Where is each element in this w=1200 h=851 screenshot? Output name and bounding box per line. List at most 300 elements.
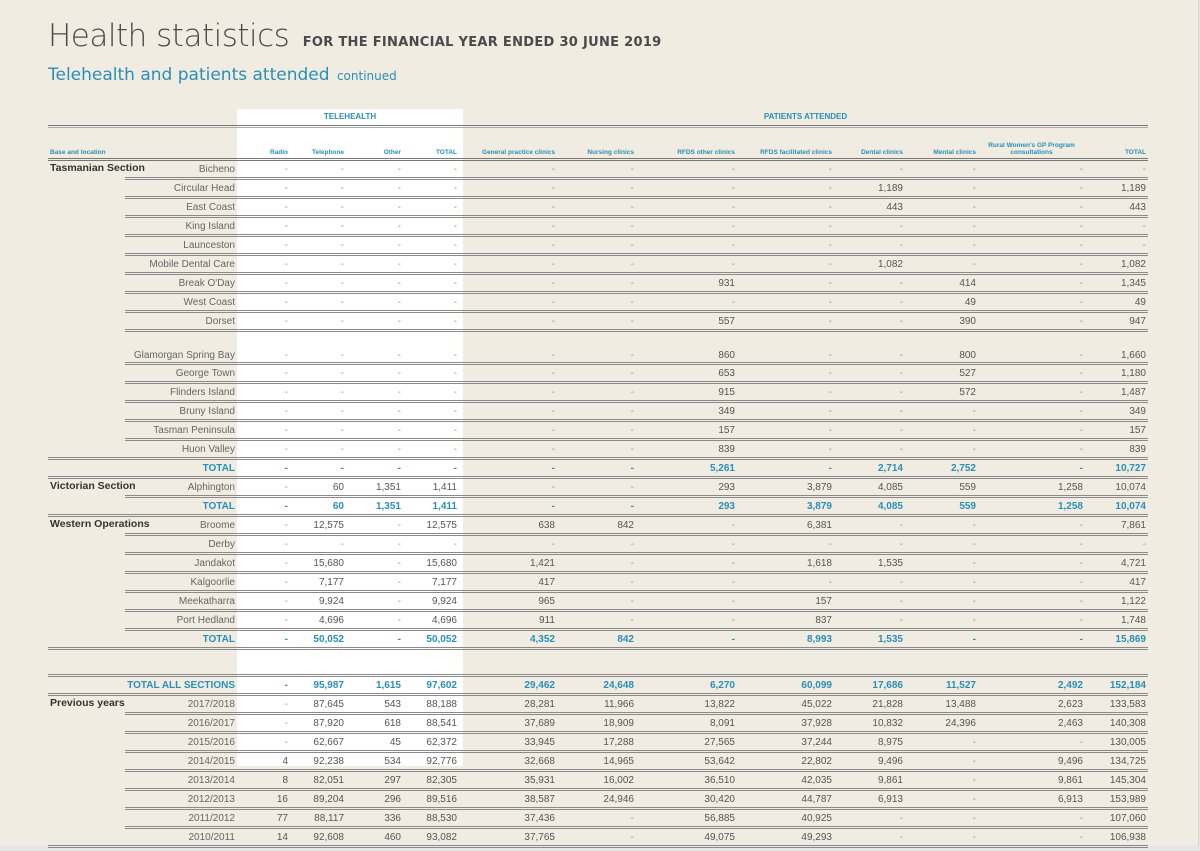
value-cell: 107,060 <box>1085 809 1148 828</box>
grand-total-value-cell: 17,686 <box>834 676 905 695</box>
value-cell: - <box>290 179 346 198</box>
value-cell: 1,660 <box>1085 331 1148 364</box>
table-row <box>48 478 1148 497</box>
value-cell: - <box>737 160 834 179</box>
value-cell: - <box>737 535 834 554</box>
section-label: Tasmanian Section <box>48 160 125 459</box>
value-cell: - <box>1085 217 1148 236</box>
value-cell: 44,787 <box>737 790 834 809</box>
value-cell: 145,304 <box>1085 771 1148 790</box>
value-cell: 460 <box>346 828 403 847</box>
value-cell: 915 <box>636 383 737 402</box>
total-value-cell: 3,879 <box>737 497 834 516</box>
value-cell: - <box>237 516 290 535</box>
value-cell: 800 <box>905 331 978 364</box>
table-row <box>48 364 1148 383</box>
value-cell: - <box>290 217 346 236</box>
value-cell: - <box>557 402 636 421</box>
location-label: Bruny Island <box>125 402 237 421</box>
value-cell: 62,372 <box>403 733 459 752</box>
group-rule <box>48 125 1148 128</box>
value-cell: 13,822 <box>636 695 737 714</box>
value-cell: 93,082 <box>403 828 459 847</box>
value-cell: - <box>557 554 636 573</box>
empty-cell <box>905 649 978 676</box>
value-cell: - <box>403 160 459 179</box>
value-cell: - <box>459 255 557 274</box>
table-row <box>48 274 1148 293</box>
location-label: 2011/2012 <box>125 809 237 828</box>
group-heading-patients-attended: PATIENTS ATTENDED <box>763 112 848 121</box>
value-cell: - <box>978 312 1085 331</box>
value-cell: - <box>346 293 403 312</box>
value-cell: 27,565 <box>636 733 737 752</box>
table-row <box>48 790 1148 809</box>
col-header-telehealth-total: TOTAL <box>403 142 459 160</box>
value-cell: 88,117 <box>290 809 346 828</box>
section-total-row <box>48 459 1148 478</box>
value-cell: - <box>237 217 290 236</box>
location-label: 2010/2011 <box>125 828 237 847</box>
value-cell: - <box>978 592 1085 611</box>
value-cell: - <box>557 331 636 364</box>
value-cell: 62,667 <box>290 733 346 752</box>
value-cell: - <box>636 516 737 535</box>
value-cell: - <box>237 179 290 198</box>
value-cell: - <box>978 809 1085 828</box>
value-cell: - <box>834 535 905 554</box>
total-value-cell: - <box>346 630 403 649</box>
table-row <box>48 331 1148 364</box>
location-label: King Island <box>125 217 237 236</box>
value-cell: 16,002 <box>557 771 636 790</box>
value-cell: - <box>636 255 737 274</box>
value-cell: - <box>636 535 737 554</box>
total-value-cell: 1,535 <box>834 630 905 649</box>
table-row <box>48 383 1148 402</box>
page-title <box>48 18 662 54</box>
section-label: Western Operations <box>48 516 125 649</box>
value-cell: - <box>834 217 905 236</box>
value-cell: 9,924 <box>403 592 459 611</box>
value-cell: 1,421 <box>459 554 557 573</box>
value-cell: - <box>978 160 1085 179</box>
value-cell: 13,488 <box>905 695 978 714</box>
value-cell: - <box>905 752 978 771</box>
value-cell: - <box>905 554 978 573</box>
value-cell: 88,541 <box>403 714 459 733</box>
value-cell: - <box>636 592 737 611</box>
value-cell: 638 <box>459 516 557 535</box>
value-cell: 134,725 <box>1085 752 1148 771</box>
value-cell: 336 <box>346 809 403 828</box>
value-cell: - <box>346 274 403 293</box>
value-cell: - <box>346 198 403 217</box>
value-cell: - <box>978 828 1085 847</box>
empty-cell <box>834 649 905 676</box>
location-label: Kalgoorlie <box>125 573 237 592</box>
value-cell: - <box>290 535 346 554</box>
value-cell: - <box>978 293 1085 312</box>
value-cell: 12,575 <box>403 516 459 535</box>
total-value-cell: 50,052 <box>290 630 346 649</box>
value-cell: 24,396 <box>905 714 978 733</box>
total-value-cell: - <box>459 497 557 516</box>
total-value-cell: - <box>459 459 557 478</box>
value-cell: 32,668 <box>459 752 557 771</box>
location-label: East Coast <box>125 198 237 217</box>
total-label: TOTAL <box>125 630 237 649</box>
value-cell: - <box>237 592 290 611</box>
value-cell: - <box>290 160 346 179</box>
value-cell: 49,075 <box>636 828 737 847</box>
value-cell: 87,645 <box>290 695 346 714</box>
value-cell: 1,345 <box>1085 274 1148 293</box>
col-header-rfds-facilitated: RFDS facilitated clinics <box>737 142 834 160</box>
value-cell: 911 <box>459 611 557 630</box>
value-cell: 37,928 <box>737 714 834 733</box>
location-label: 2015/2016 <box>125 733 237 752</box>
value-cell: 2,463 <box>978 714 1085 733</box>
value-cell: - <box>737 312 834 331</box>
value-cell: 860 <box>636 331 737 364</box>
value-cell: - <box>978 402 1085 421</box>
value-cell: 839 <box>636 440 737 459</box>
empty-cell <box>48 459 125 478</box>
total-value-cell: 842 <box>557 630 636 649</box>
value-cell: - <box>403 383 459 402</box>
table-row <box>48 771 1148 790</box>
value-cell: - <box>290 312 346 331</box>
value-cell: - <box>557 179 636 198</box>
value-cell: - <box>557 293 636 312</box>
value-cell: - <box>557 217 636 236</box>
value-cell: - <box>905 217 978 236</box>
location-label: Port Hedland <box>125 611 237 630</box>
value-cell: 572 <box>905 383 978 402</box>
value-cell: - <box>346 160 403 179</box>
col-header-other: Other <box>346 142 403 160</box>
value-cell: 1,258 <box>978 478 1085 497</box>
value-cell: - <box>346 535 403 554</box>
empty-cell <box>346 649 403 676</box>
value-cell: - <box>557 364 636 383</box>
value-cell: - <box>237 364 290 383</box>
value-cell: - <box>237 573 290 592</box>
value-cell: 45,022 <box>737 695 834 714</box>
value-cell: 56,885 <box>636 809 737 828</box>
value-cell: 557 <box>636 312 737 331</box>
value-cell: - <box>905 611 978 630</box>
value-cell: 559 <box>905 478 978 497</box>
spacer-row <box>48 649 1148 676</box>
value-cell: - <box>346 236 403 255</box>
value-cell: 92,608 <box>290 828 346 847</box>
value-cell: - <box>346 516 403 535</box>
value-cell: - <box>636 179 737 198</box>
value-cell: 9,861 <box>978 771 1085 790</box>
value-cell: - <box>237 611 290 630</box>
value-cell: - <box>237 440 290 459</box>
value-cell: 349 <box>636 402 737 421</box>
table-row <box>48 179 1148 198</box>
value-cell: 37,765 <box>459 828 557 847</box>
value-cell: - <box>978 331 1085 364</box>
value-cell: - <box>237 383 290 402</box>
value-cell: 17,288 <box>557 733 636 752</box>
value-cell: - <box>403 179 459 198</box>
value-cell: - <box>459 198 557 217</box>
subtitle-text: Telehealth and patients attended <box>48 65 330 85</box>
value-cell: - <box>346 217 403 236</box>
value-cell: - <box>834 364 905 383</box>
value-cell: - <box>237 421 290 440</box>
value-cell: 9,496 <box>834 752 905 771</box>
value-cell: 49 <box>905 293 978 312</box>
value-cell: - <box>346 331 403 364</box>
total-value-cell: 4,085 <box>834 497 905 516</box>
value-cell: - <box>834 573 905 592</box>
value-cell: - <box>978 554 1085 573</box>
value-cell: 293 <box>636 478 737 497</box>
value-cell: - <box>737 573 834 592</box>
value-cell: - <box>403 421 459 440</box>
value-cell: - <box>403 236 459 255</box>
value-cell: - <box>834 402 905 421</box>
value-cell: - <box>237 331 290 364</box>
value-cell: - <box>978 516 1085 535</box>
value-cell: - <box>978 440 1085 459</box>
table-row <box>48 611 1148 630</box>
location-label: Glamorgan Spring Bay <box>125 331 237 364</box>
value-cell: - <box>834 293 905 312</box>
location-label: West Coast <box>125 293 237 312</box>
value-cell: - <box>905 440 978 459</box>
total-value-cell: - <box>557 459 636 478</box>
value-cell: - <box>737 179 834 198</box>
value-cell: 10,832 <box>834 714 905 733</box>
value-cell: - <box>346 179 403 198</box>
value-cell: - <box>459 478 557 497</box>
table-row <box>48 592 1148 611</box>
value-cell: - <box>905 160 978 179</box>
table-row <box>48 714 1148 733</box>
value-cell: - <box>237 198 290 217</box>
total-value-cell: - <box>237 630 290 649</box>
empty-cell <box>1085 649 1148 676</box>
total-value-cell: 293 <box>636 497 737 516</box>
value-cell: - <box>905 573 978 592</box>
value-cell: - <box>834 440 905 459</box>
location-label: Flinders Island <box>125 383 237 402</box>
value-cell: 1,411 <box>403 478 459 497</box>
value-cell: - <box>459 179 557 198</box>
value-cell: - <box>237 312 290 331</box>
value-cell: 12,575 <box>290 516 346 535</box>
empty-cell <box>978 649 1085 676</box>
value-cell: 6,913 <box>978 790 1085 809</box>
value-cell: 77 <box>237 809 290 828</box>
value-cell: 157 <box>636 421 737 440</box>
value-cell: - <box>737 421 834 440</box>
value-cell: - <box>737 364 834 383</box>
value-cell: - <box>905 790 978 809</box>
total-label: TOTAL <box>125 459 237 478</box>
value-cell: - <box>978 217 1085 236</box>
location-label: Launceston <box>125 236 237 255</box>
col-header-base-location: Base and location <box>48 142 237 160</box>
value-cell: - <box>737 217 834 236</box>
value-cell: - <box>459 236 557 255</box>
value-cell: 157 <box>737 592 834 611</box>
subtitle-suffix: continued <box>336 69 397 83</box>
value-cell: - <box>459 217 557 236</box>
value-cell: - <box>737 383 834 402</box>
value-cell: - <box>905 771 978 790</box>
value-cell: 443 <box>1085 198 1148 217</box>
value-cell: 1,189 <box>834 179 905 198</box>
table-row <box>48 236 1148 255</box>
value-cell: - <box>290 274 346 293</box>
value-cell: 7,177 <box>403 573 459 592</box>
value-cell: 22,802 <box>737 752 834 771</box>
location-label: 2016/2017 <box>125 714 237 733</box>
location-label: Jandakot <box>125 554 237 573</box>
table-row <box>48 809 1148 828</box>
value-cell: - <box>905 535 978 554</box>
value-cell: 24,946 <box>557 790 636 809</box>
total-value-cell: 1,411 <box>403 497 459 516</box>
value-cell: - <box>557 383 636 402</box>
value-cell: - <box>905 828 978 847</box>
section-label: Previous years <box>48 695 125 847</box>
value-cell: 9,861 <box>834 771 905 790</box>
value-cell: 36,510 <box>636 771 737 790</box>
value-cell: - <box>636 554 737 573</box>
table-row <box>48 421 1148 440</box>
value-cell: - <box>636 198 737 217</box>
value-cell: - <box>834 592 905 611</box>
value-cell: 4,085 <box>834 478 905 497</box>
value-cell: - <box>905 421 978 440</box>
value-cell: - <box>290 293 346 312</box>
value-cell: 1,189 <box>1085 179 1148 198</box>
value-cell: - <box>403 255 459 274</box>
value-cell: - <box>636 160 737 179</box>
total-value-cell: - <box>978 459 1085 478</box>
total-value-cell: - <box>237 459 290 478</box>
table-row <box>48 293 1148 312</box>
value-cell: 30,420 <box>636 790 737 809</box>
value-cell: - <box>737 198 834 217</box>
grand-total-value-cell: 95,987 <box>290 676 346 695</box>
empty-cell <box>557 649 636 676</box>
total-value-cell: 8,993 <box>737 630 834 649</box>
table-row <box>48 535 1148 554</box>
location-label: 2013/2014 <box>125 771 237 790</box>
column-header-row <box>48 142 1148 160</box>
value-cell: - <box>1085 236 1148 255</box>
value-cell: 82,305 <box>403 771 459 790</box>
value-cell: - <box>403 364 459 383</box>
value-cell: 443 <box>834 198 905 217</box>
grand-total-value-cell: 24,648 <box>557 676 636 695</box>
table-body <box>48 160 1148 847</box>
table-row <box>48 573 1148 592</box>
value-cell: - <box>905 809 978 828</box>
value-cell: 4,721 <box>1085 554 1148 573</box>
value-cell: - <box>290 402 346 421</box>
value-cell: - <box>346 364 403 383</box>
col-header-general-practice: General practice clinics <box>459 142 557 160</box>
value-cell: - <box>737 236 834 255</box>
total-value-cell: - <box>737 459 834 478</box>
value-cell: - <box>346 554 403 573</box>
value-cell: 16 <box>237 790 290 809</box>
value-cell: - <box>834 312 905 331</box>
grand-total-value-cell: - <box>237 676 290 695</box>
value-cell: - <box>403 274 459 293</box>
value-cell: - <box>459 160 557 179</box>
location-label: Bicheno <box>125 160 237 179</box>
location-label: Dorset <box>125 312 237 331</box>
value-cell: - <box>737 331 834 364</box>
value-cell: - <box>290 331 346 364</box>
value-cell: 297 <box>346 771 403 790</box>
value-cell: - <box>636 611 737 630</box>
value-cell: 1,082 <box>834 255 905 274</box>
value-cell: - <box>346 611 403 630</box>
value-cell: 106,938 <box>1085 828 1148 847</box>
total-value-cell: 2,714 <box>834 459 905 478</box>
value-cell: 130,005 <box>1085 733 1148 752</box>
grand-total-value-cell: 1,615 <box>346 676 403 695</box>
value-cell: - <box>290 198 346 217</box>
value-cell: - <box>346 383 403 402</box>
value-cell: 417 <box>1085 573 1148 592</box>
value-cell: 28,281 <box>459 695 557 714</box>
total-label: TOTAL <box>125 497 237 516</box>
value-cell: 1,535 <box>834 554 905 573</box>
value-cell: - <box>557 312 636 331</box>
value-cell: 53,642 <box>636 752 737 771</box>
value-cell: 3,879 <box>737 478 834 497</box>
value-cell: - <box>834 331 905 364</box>
location-label: Alphington <box>125 478 237 497</box>
value-cell: - <box>403 331 459 364</box>
value-cell: 1,487 <box>1085 383 1148 402</box>
value-cell: - <box>557 478 636 497</box>
value-cell: 653 <box>636 364 737 383</box>
grand-total-value-cell: 6,270 <box>636 676 737 695</box>
total-value-cell: - <box>557 497 636 516</box>
value-cell: - <box>978 573 1085 592</box>
location-label: 2017/2018 <box>125 695 237 714</box>
value-cell: - <box>237 695 290 714</box>
value-cell: 2,623 <box>978 695 1085 714</box>
value-cell: - <box>403 402 459 421</box>
value-cell: 8 <box>237 771 290 790</box>
grand-total-value-cell: 152,184 <box>1085 676 1148 695</box>
table-row <box>48 554 1148 573</box>
value-cell: 1,082 <box>1085 255 1148 274</box>
value-cell: 153,989 <box>1085 790 1148 809</box>
empty-cell <box>290 649 346 676</box>
value-cell: - <box>1085 535 1148 554</box>
value-cell: 8,091 <box>636 714 737 733</box>
table-row <box>48 752 1148 771</box>
value-cell: - <box>346 312 403 331</box>
